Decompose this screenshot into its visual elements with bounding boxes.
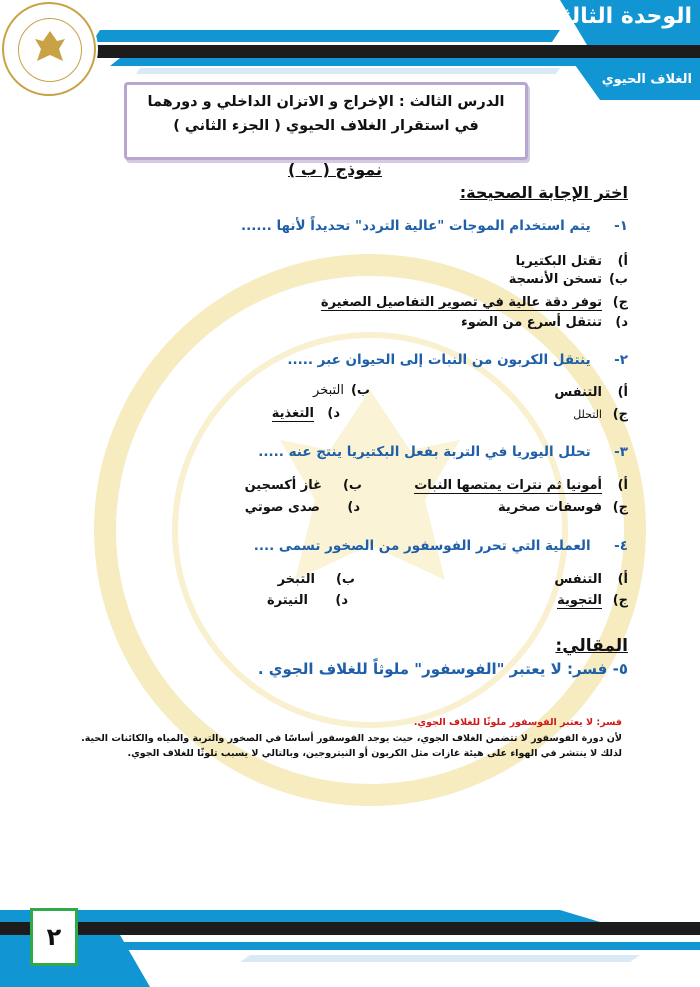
option-letter: أ) — [617, 254, 628, 269]
question-number: ٢- — [614, 352, 628, 368]
question-number: ٤- — [614, 538, 628, 554]
option-text: غاز أكسجين — [244, 478, 322, 493]
option-4b[interactable] — [278, 572, 355, 587]
option-text: تسخن الأنسجة — [508, 272, 602, 287]
option-letter: د) — [347, 500, 360, 515]
option-letter: ج) — [612, 407, 628, 422]
option-text: تنتقل أسرع من الضوء — [461, 315, 602, 330]
option-letter: ج) — [612, 593, 628, 608]
option-text: صدى صوتي — [244, 500, 320, 515]
answer-line-3: لذلك لا ينتشر في الهواء على هيئة غازات مثل الكربون أو النيتروجين، وبالتالي لا يسبب تلوثًا للغلاف الجوي. — [127, 748, 622, 759]
option-letter: ب) — [608, 272, 628, 287]
option-letter: د) — [327, 406, 340, 421]
option-3b[interactable] — [245, 478, 362, 493]
answer-line-1: فسر: لا يعتبر الفوسفور ملوثًا للغلاف الجوي. — [413, 717, 622, 728]
option-letter: ب) — [342, 478, 362, 493]
unit-subtitle: الغلاف الحيوي — [601, 72, 692, 87]
question-text: يتم استخدام الموجات "عالية التردد" تحديداً لأنها ...... — [240, 218, 591, 234]
option-text: التحلل — [573, 408, 602, 421]
option-3a[interactable] — [414, 478, 628, 493]
essay-question: ٥- فسر: لا يعتبر "الفوسفور" ملوثاً للغلاف الجوي . — [257, 660, 628, 678]
ministry-logo — [2, 2, 96, 96]
answer-line-2: لأن دورة الفوسفور لا تتضمن الغلاف الجوي، حيث يوجد الفوسفور أساسًا في الصخور والتربة والمياه والكائنات الحية. — [81, 733, 622, 744]
option-letter: أ) — [617, 572, 628, 587]
lesson-title-line2: في استقرار الغلاف الحيوي ( الجزء الثاني ) — [173, 118, 479, 134]
option-4a[interactable] — [554, 572, 628, 587]
option-letter: ب) — [335, 572, 355, 587]
question-number: ٣- — [614, 444, 628, 460]
option-1b[interactable] — [509, 272, 628, 287]
option-4c[interactable] — [557, 593, 628, 608]
question-text: ينتقل الكربون من النبات إلى الحيوان عبر ..... — [287, 352, 591, 368]
option-text: التنفس — [554, 572, 602, 587]
question-text: العملية التي تحرر الفوسفور من الصخور تسمى .... — [253, 538, 591, 554]
option-letter: د) — [335, 593, 348, 608]
lesson-title-box — [124, 82, 528, 160]
page-number: ٢ — [30, 908, 78, 966]
question-4 — [254, 538, 628, 554]
option-1a[interactable] — [516, 254, 628, 269]
option-letter: ج) — [612, 295, 628, 310]
question-1 — [241, 218, 628, 234]
option-letter: د) — [615, 315, 628, 330]
option-4d[interactable] — [267, 593, 348, 608]
option-text: فوسفات صخرية — [497, 500, 602, 515]
option-letter: ج) — [612, 500, 628, 515]
question-3 — [258, 444, 628, 460]
question-number: ١- — [614, 218, 628, 234]
instruction-heading: اختر الإجابة الصحيحة: — [459, 183, 628, 202]
option-text-correct: التجوية — [557, 593, 602, 608]
option-letter: أ) — [617, 385, 628, 400]
option-1d[interactable] — [461, 315, 628, 330]
option-text-correct: التغذية — [271, 406, 314, 421]
unit-title: الوحدة الثالثة — [549, 4, 692, 29]
footer-banner — [0, 880, 700, 987]
lesson-title-line1: الدرس الثالث : الإخراج و الاتزان الداخلي و دورهما — [147, 94, 505, 110]
option-letter: أ) — [617, 478, 628, 493]
option-text: التنفس — [554, 385, 602, 400]
eagle-emblem-icon — [18, 18, 82, 82]
option-text: تقتل البكتيريا — [515, 254, 602, 269]
option-text: التبخر — [277, 572, 315, 587]
question-text: تحلل اليوريا في التربة بفعل البكتيريا ينتج عنه ..... — [258, 444, 591, 460]
option-2a[interactable] — [554, 385, 628, 400]
option-2d[interactable] — [272, 406, 340, 421]
option-1c[interactable] — [321, 295, 628, 310]
option-3d[interactable] — [245, 500, 360, 515]
option-letter: ب) — [350, 383, 370, 398]
option-2c[interactable] — [573, 407, 628, 422]
option-text-correct: توفر دقة عالية في تصوير التفاصيل الصغيرة — [320, 295, 602, 310]
question-2 — [287, 352, 628, 368]
option-2b[interactable] — [313, 383, 370, 398]
option-text: التبخر — [313, 383, 344, 398]
option-text-correct: أمونيا ثم نترات يمتصها النبات — [414, 478, 602, 493]
essay-heading: المقالي: — [555, 636, 628, 656]
option-text: النيترة — [266, 593, 308, 608]
model-label: نموذج ( ب ) — [288, 160, 382, 179]
option-3c[interactable] — [498, 500, 628, 515]
